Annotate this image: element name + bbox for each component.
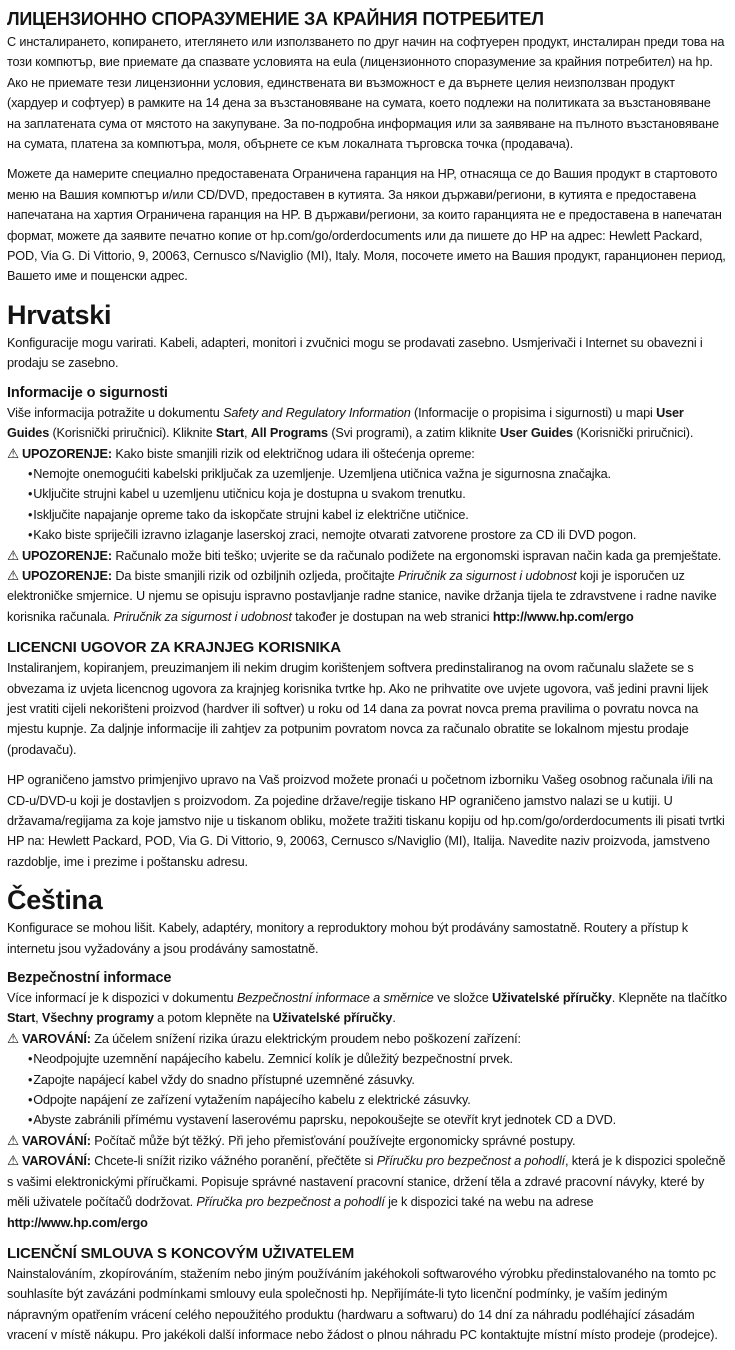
bullet-icon: • bbox=[28, 1072, 33, 1087]
cestina-warning-electric bbox=[7, 1029, 727, 1049]
bullet-icon: • bbox=[28, 1093, 33, 1108]
warning-text: UPOZORENJE: Računalo može biti teško; uvjerite se da računalo podižete na ergonomski ispravan način kada ga premještate. bbox=[21, 548, 722, 563]
warning-triangle-icon: ⚠ bbox=[7, 445, 19, 462]
cestina-safety-heading: Bezpečnostní informace bbox=[7, 970, 172, 987]
warning-triangle-icon: ⚠ bbox=[7, 1132, 19, 1149]
warning-text: UPOZORENJE: Kako biste smanjili rizik od električnog udara ili oštećenja opreme: bbox=[21, 446, 475, 461]
hrvatski-warning-ergonomics bbox=[7, 566, 727, 627]
bullet-icon: • bbox=[28, 466, 33, 481]
bullet-text: Kako biste spriječili izravno izlaganje laserskoj zraci, nemojte otvarati zatvorene prostore za CD ili DVD pogon. bbox=[33, 528, 637, 543]
hrvatski-safety-intro: Više informacija potražite u dokumentu Safety and Regulatory Information (Informacije o propisima i sigurnosti) u mapi User Guides (Korisnički priručnici). Kliknite Start, All Programs (Svi programi), a zatim kliknite User Guides (Korisnički priručnici). bbox=[7, 405, 694, 441]
warning-text: VAROVÁNÍ: Chcete-li snížit riziko vážného poranění, přečtěte si Příručku pro bezpečnost a pohodlí, která je k dispozici společně s vašimi elektronickými příručkami. Popisuje správné nastavení pracovní stanice, držení těla a zdravé pracovní návyky, které by měli uživatele počítačů dodržovat. Příručka pro bezpečnost a pohodlí je k dispozici také na webu na adrese http://www.hp.com/ergo bbox=[7, 1154, 726, 1230]
warning-triangle-icon: ⚠ bbox=[7, 1153, 19, 1170]
list-item bbox=[28, 484, 727, 504]
language-heading-hrvatski: Hrvatski bbox=[7, 299, 112, 330]
warning-triangle-icon: ⚠ bbox=[7, 567, 19, 584]
warning-triangle-icon: ⚠ bbox=[7, 1030, 19, 1047]
bullet-text: Abyste zabránili přímému vystavení laserovému paprsku, nepokoušejte se otevřít kryt jednotek CD a DVD. bbox=[33, 1113, 616, 1128]
hrvatski-safety-bullet-list bbox=[7, 464, 727, 546]
list-item bbox=[28, 464, 727, 484]
bullet-text: Uključite strujni kabel u uzemljenu utičnicu koja je dostupna u svakom trenutku. bbox=[33, 487, 466, 502]
warning-triangle-icon: ⚠ bbox=[7, 547, 19, 564]
warning-text: VAROVÁNÍ: Za účelem snížení rizika úrazu elektrickým proudem nebo poškození zařízení: bbox=[21, 1031, 521, 1046]
bullet-icon: • bbox=[28, 528, 33, 543]
cestina-license-paragraph: Nainstalováním, zkopírováním, stažením nebo jiným používáním jakéhokoli softwarového výrobku předinstalovaného na tomto pc souhlasíte být zavázáni podmínkami smlouvy eula společnosti hp. Nepřijímáte-li tyto licenční podmínky, je vaším jediným nápravným opatřením vrácení celého nepoužitého produktu (hardwaru a softwaru) do 14 dní za náhradu podléhající zásadám vracení v místě nákupu. Pro jakékoli další informace nebo žádost o plnou náhradu PC kontaktujte místní místo prodeje (prodejce). bbox=[7, 1266, 718, 1343]
bullet-icon: • bbox=[28, 507, 33, 522]
list-item bbox=[28, 505, 727, 525]
list-item bbox=[28, 1070, 727, 1090]
hrvatski-warning-heavy bbox=[7, 546, 727, 566]
hrvatski-license-heading: LICENCNI UGOVOR ZA KRAJNJEG KORISNIKA bbox=[7, 639, 341, 657]
bullet-icon: • bbox=[28, 487, 33, 502]
list-item bbox=[28, 1049, 727, 1069]
hrvatski-safety-heading: Informacije o sigurnosti bbox=[7, 384, 168, 401]
cestina-warning-ergonomics bbox=[7, 1151, 727, 1233]
warning-text: UPOZORENJE: Da biste smanjili rizik od ozbiljnih ozljeda, pročitajte Priručnik za sigurnost i udobnost koji je isporučen uz elektroničke smjernice. U njemu se opisuju ispravno postavljanje radne stanice, navike držanja tijela te zdravstvene i radne navike korisnika računala. Priručnik za sigurnost i udobnost također je dostupan na web stranici http://www.hp.com/ergo bbox=[7, 568, 717, 624]
cestina-config-paragraph: Konfigurace se mohou lišit. Kabely, adaptéry, monitory a reproduktory mohou být prodávány samostatně. Routery a přístup k internetu jsou vyžadovány a jsou prodávány samostatně. bbox=[7, 921, 688, 956]
bullet-text: Zapojte napájecí kabel vždy do snadno přístupné uzemněné zásuvky. bbox=[33, 1072, 415, 1087]
language-heading-cestina: Čeština bbox=[7, 885, 103, 916]
bullet-icon: • bbox=[28, 1052, 33, 1067]
bulgarian-eula-title: ЛИЦЕНЗИОННО СПОРАЗУМЕНИЕ ЗА КРАЙНИЯ ПОТРЕБИТЕЛ bbox=[7, 9, 544, 29]
hrvatski-license-paragraph: Instaliranjem, kopiranjem, preuzimanjem ili nekim drugim korištenjem softvera predinstaliranog na ovom računalu slažete se s obvezama iz uvjeta licencnog ugovora za krajnjeg korisnika tvrtke hp. Ako ne prihvatite ove uvjete ugovora, vaš jedini pravni lijek jest vratiti cijeli nekorišteni proizvod (hardver ili softver) u roku od 14 dana za povrat novca prema pravilima o povratu novca na mjestu kupnje. Za daljnje informacije ili zahtjev za potpunim povratom novca za računalo obratite se lokalnom mjestu prodaje (prodavaču). bbox=[7, 661, 709, 757]
list-item bbox=[28, 525, 727, 545]
hrvatski-config-paragraph: Konfiguracije mogu varirati. Kabeli, adapteri, monitori i zvučnici mogu se prodavati zasebno. Usmjerivači i Internet su obavezni i prodaju se zasebno. bbox=[7, 335, 703, 371]
warning-text: VAROVÁNÍ: Počítač může být těžký. Při jeho přemisťování používejte ergonomicky správné postupy. bbox=[21, 1133, 576, 1148]
list-item bbox=[28, 1110, 727, 1130]
bullet-text: Neodpojujte uzemnění napájecího kabelu. Zemnicí kolík je důležitý bezpečnostní prvek. bbox=[33, 1052, 513, 1067]
bullet-text: Nemojte onemogućiti kabelski priključak za uzemljenje. Uzemljena utičnica važna je sigurnosna značajka. bbox=[33, 466, 611, 481]
hrvatski-warning-electric bbox=[7, 444, 727, 464]
bullet-text: Odpojte napájení ze zařízení vytažením napájecího kabelu z elektrické zásuvky. bbox=[33, 1093, 471, 1108]
bullet-icon: • bbox=[28, 1113, 33, 1128]
bullet-text: Isključite napajanje opreme tako da iskopčate strujni kabel iz električne utičnice. bbox=[33, 507, 469, 522]
hrvatski-warranty-paragraph: HP ograničeno jamstvo primjenjivo upravo na Vaš proizvod možete pronaći u početnom izborniku Vašeg osobnog računala i/ili na CD-u/DVD-u koji je dostavljen s proizvodom. Za pojedine države/regije tiskano HP ograničeno jamstvo nalazi se u kutiji. U državama/regijama za koje jamstvo nije u tiskanom obliku, možete tražiti tiskanu kopiju od hp.com/go/orderdocuments ili pisati tvrtki HP na: Hewlett Packard, POD, Via G. Di Vittorio, 9, 20063, Cernusco s/Naviglio (MI), Italija. Navedite naziv proizvoda, jamstveno razdoblje, ime i prezime i poštansku adresu. bbox=[7, 773, 725, 869]
bulgarian-warranty-paragraph: Можете да намерите специално предоставената Ограничена гаранция на HP, отнасяща се до Вашия продукт в стартовото меню на Вашия компютър и/или CD/DVD, предоставен в кутията. За някои държави/региони, в кутията е предоставена напечатана на хартия Ограничена гаранция на HP. В държави/региони, за които гаранцията не е предоставена в напечатан формат, можете да заявите печатно копие от hp.com/go/orderdocuments или да пишете до HP на адрес: Hewlett Packard, POD, Via G. Di Vittorio, 9, 20063, Cernusco s/Naviglio (MI), Italy. Моля, посочете името на Вашия продукт, гаранционен период, Вашето име и пощенски адрес. bbox=[7, 167, 726, 284]
cestina-license-heading: LICENČNÍ SMLOUVA S KONCOVÝM UŽIVATELEM bbox=[7, 1244, 355, 1262]
cestina-safety-bullet-list bbox=[7, 1049, 727, 1131]
list-item bbox=[28, 1090, 727, 1110]
cestina-safety-intro: Více informací je k dispozici v dokumentu Bezpečnostní informace a směrnice ve složce Uživatelské příručky. Klepněte na tlačítko Start, Všechny programy a potom klepněte na Uživatelské příručky. bbox=[7, 991, 727, 1026]
bulgarian-eula-paragraph: С инсталирането, копирането, итеглянето или използването по друг начин на софтуерен продукт, инсталиран преди това на този компютър, вие приемате да спазвате условията на eula (лицензионното споразумение за крайния потребител) на hp. Ако не приемате тези лицензионни условия, единствената ви възможност е да върнете целия неизползван продукт (хардуер и софтуер) в рамките на 14 дена за възстановяване на сумата, което подлежи на политиката за възстановяване на заплатената сума от мястото на закупуване. За по-подробна информация или за заявяване на пълното възстановяване на сумата, платена за компютъра, моля, обърнете се към локалната търговска точка (продавача). bbox=[7, 35, 725, 152]
